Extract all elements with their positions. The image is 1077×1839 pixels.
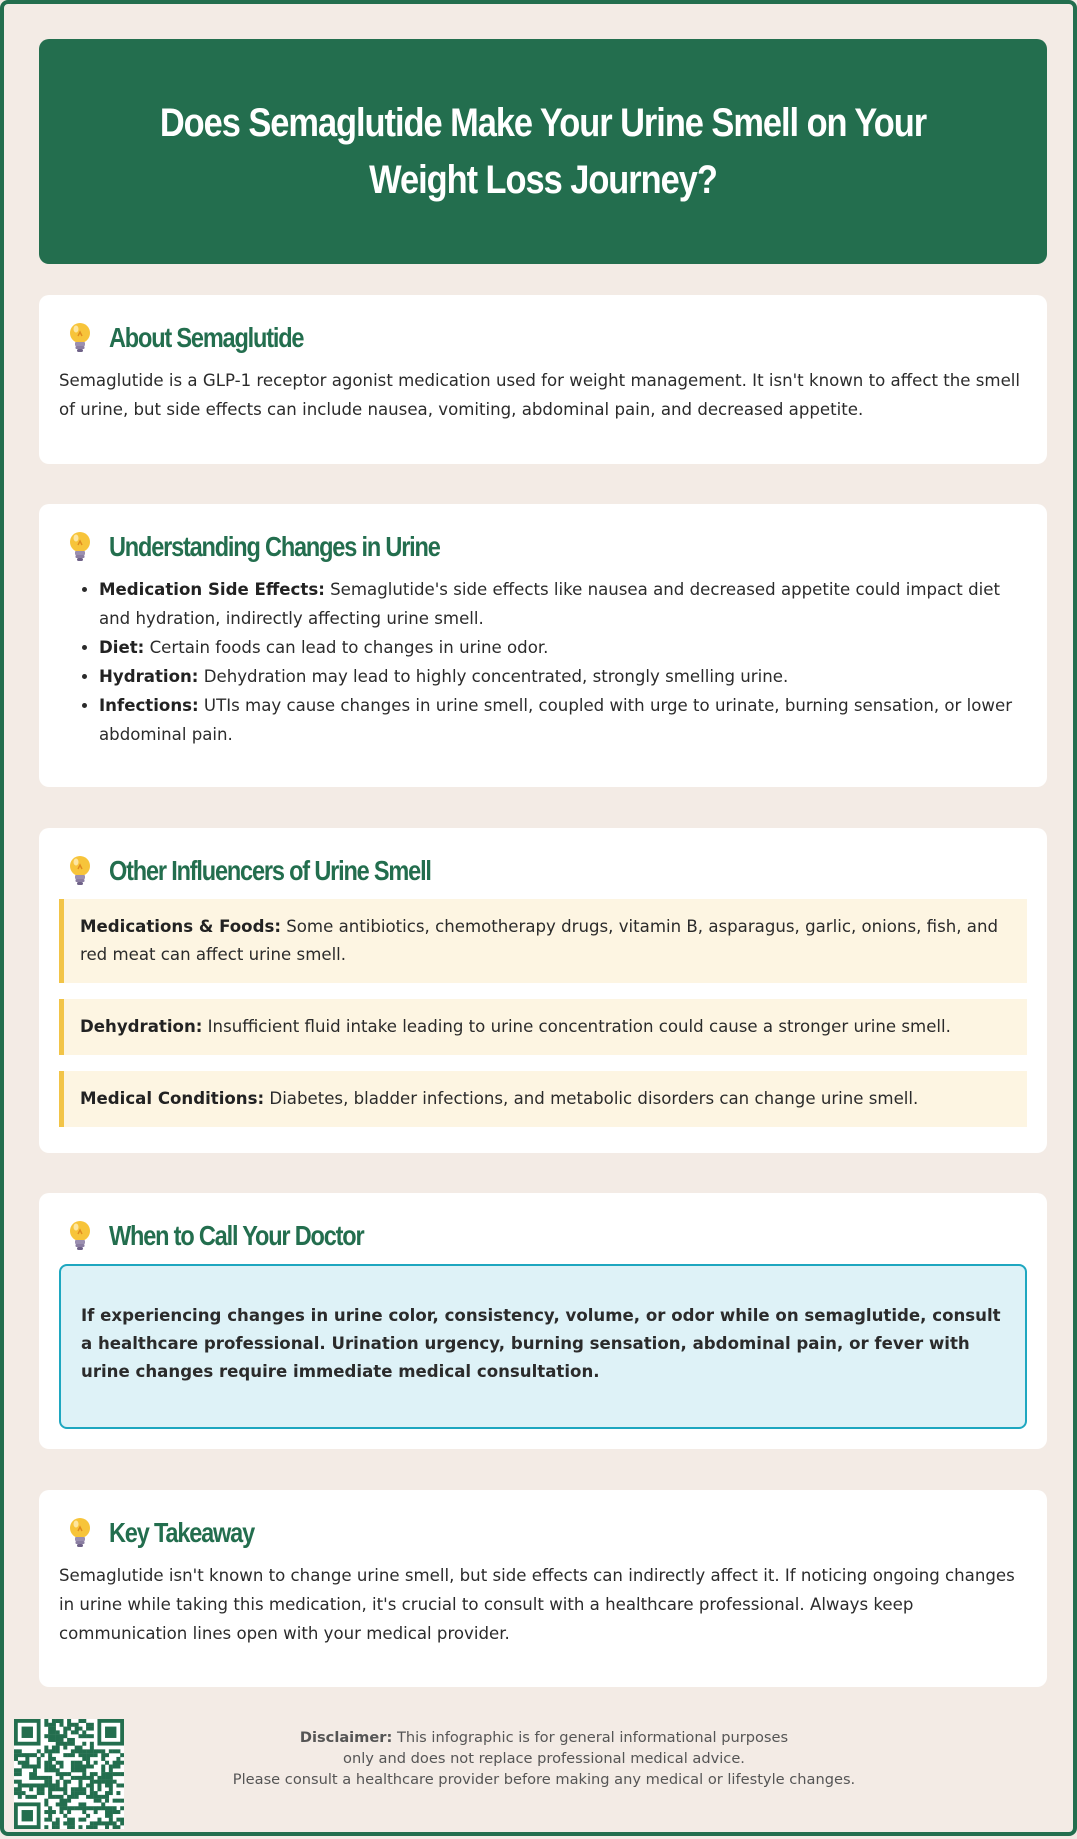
- influencer-text: Diabetes, bladder infections, and metabolic disorders can change urine smell.: [264, 1089, 919, 1108]
- doctor-callout: [59, 1264, 1027, 1429]
- influencer-label: Dehydration:: [80, 1017, 203, 1036]
- disclaimer-label: Disclaimer:: [299, 1729, 393, 1746]
- understanding-list: [59, 575, 1027, 749]
- about-text: Semaglutide is a GLP-1 receptor agonist medication used for weight management. It isn't known to affect the smell of urine, but side effects can include nausea, vomiting, abdominal pain, and decreased appetite.: [59, 371, 1020, 419]
- lightbulb-icon: [65, 529, 95, 565]
- list-item-label: Medication Side Effects:: [99, 580, 325, 599]
- influencer-label: Medical Conditions:: [80, 1089, 265, 1108]
- list-item-label: Hydration:: [99, 667, 199, 686]
- disclaimer-line3: Please consult a healthcare provider before making any medical or lifestyle changes.: [232, 1771, 856, 1788]
- influencer-item: [59, 999, 1027, 1055]
- takeaway-title: Key Takeaway: [109, 1517, 254, 1548]
- understanding-card-header: [59, 529, 1027, 565]
- about-card-header: [59, 320, 1027, 356]
- influencer-text: Insufficient fluid intake leading to urine concentration could cause a stronger urine smell.: [202, 1017, 951, 1036]
- disclaimer-line2: only and does not replace professional medical advice.: [343, 1750, 745, 1767]
- lightbulb-icon: [65, 320, 95, 356]
- list-item: [99, 633, 1027, 662]
- takeaway-card-header: [59, 1515, 1027, 1551]
- page-title: Does Semaglutide Make Your Urine Smell on Your Weight Loss Journey?: [159, 100, 927, 202]
- influencer-text: Some antibiotics, chemotherapy drugs, vitamin B, asparagus, garlic, onions, fish, and red meat can affect urine smell.: [80, 917, 999, 964]
- doctor-callout-text: If experiencing changes in urine color, consistency, volume, or odor while on semaglutide, consult a healthcare professional. Urination urgency, burning sensation, abdominal pain, or fever with urine changes require immediate medical consultation.: [81, 1306, 1001, 1381]
- influencers-card-header: [59, 853, 1027, 889]
- disclaimer: [204, 1727, 884, 1790]
- list-item: [99, 662, 1027, 691]
- list-item-label: Diet:: [99, 638, 145, 657]
- about-card: [39, 295, 1047, 464]
- influencer-item: [59, 899, 1027, 983]
- takeaway-text: Semaglutide isn't known to change urine smell, but side effects can indirectly affect it. If noticing ongoing changes in urine while taking this medication, it's crucial to consult with a healthcare professional. Always keep communication lines open with your medical provider.: [59, 1566, 1015, 1643]
- doctor-card-header: [59, 1218, 1027, 1254]
- list-item-label: Infections:: [99, 696, 199, 715]
- list-item-text: UTIs may cause changes in urine smell, coupled with urge to urinate, burning sensation, or lower abdominal pain.: [99, 696, 1013, 744]
- list-item-text: Dehydration may lead to highly concentrated, strongly smelling urine.: [198, 667, 789, 686]
- lightbulb-icon: [65, 1515, 95, 1551]
- understanding-title: Understanding Changes in Urine: [109, 531, 440, 562]
- doctor-title: When to Call Your Doctor: [109, 1220, 364, 1251]
- takeaway-card: [39, 1490, 1047, 1687]
- influencer-label: Medications & Foods:: [80, 917, 281, 936]
- list-item: [99, 691, 1027, 749]
- doctor-card: [39, 1193, 1047, 1449]
- qr-code-icon[interactable]: [14, 1719, 124, 1829]
- header-banner: [39, 39, 1047, 264]
- list-item-text: Certain foods can lead to changes in urine odor.: [144, 638, 549, 657]
- influencers-card: [39, 828, 1047, 1153]
- footer: [4, 1719, 1077, 1839]
- about-title: About Semaglutide: [109, 322, 304, 353]
- lightbulb-icon: [65, 1218, 95, 1254]
- list-item: [99, 575, 1027, 633]
- lightbulb-icon: [65, 853, 95, 889]
- influencers-title: Other Influencers of Urine Smell: [109, 855, 431, 886]
- understanding-card: [39, 504, 1047, 787]
- disclaimer-line1: This infographic is for general informational purposes: [392, 1729, 789, 1746]
- influencer-item: [59, 1071, 1027, 1127]
- list-item-text: Semaglutide's side effects like nausea and decreased appetite could impact diet and hydration, indirectly affecting urine smell.: [99, 580, 1000, 628]
